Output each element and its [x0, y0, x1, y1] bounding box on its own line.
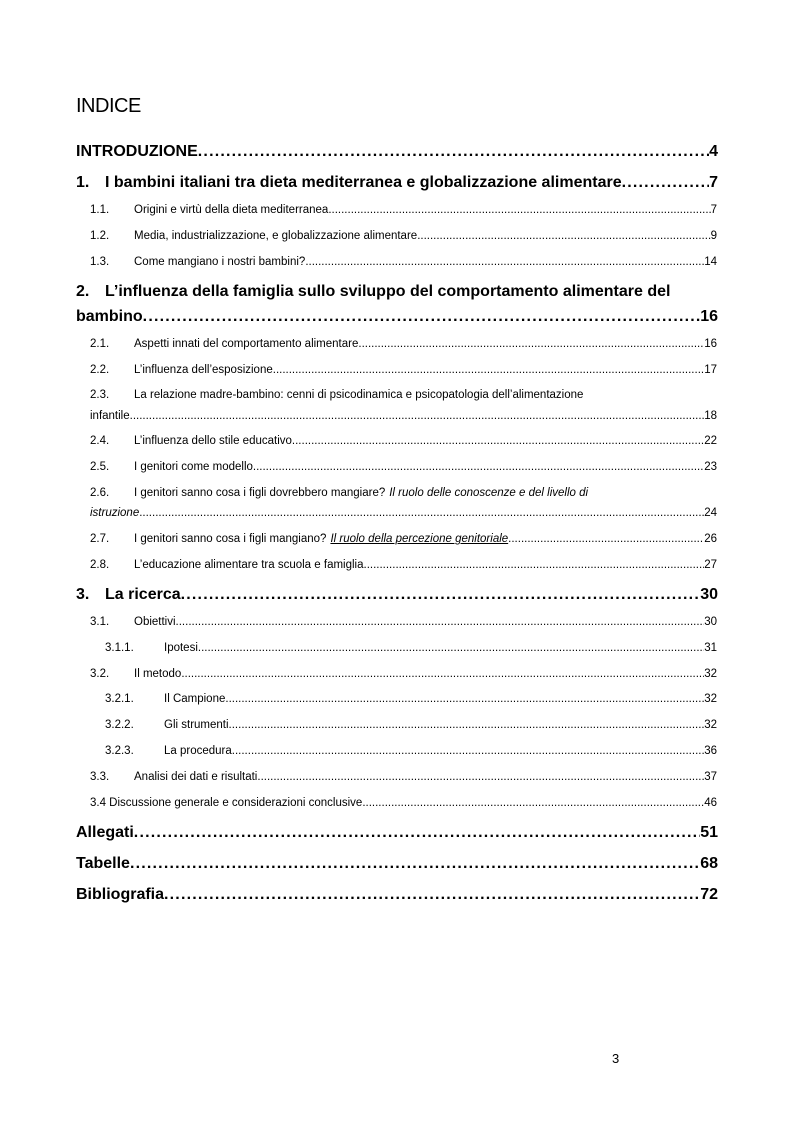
toc-label: L’educazione alimentare tra scuola e famiglia	[134, 559, 364, 571]
leader-dots	[364, 559, 705, 571]
toc-page: 9	[710, 230, 717, 242]
page-number: 3	[612, 1051, 620, 1066]
leader-dots	[139, 507, 704, 519]
toc-entry-3-4[interactable]	[90, 797, 717, 809]
toc-label: Ipotesi	[164, 642, 198, 654]
toc-number: 3.1.	[90, 616, 110, 628]
leader-dots	[253, 461, 704, 473]
leader-dots	[130, 855, 700, 873]
leader-dots	[362, 797, 704, 809]
toc-number: 1.2.	[90, 230, 110, 242]
leader-dots	[358, 338, 704, 350]
toc-page: 26	[704, 533, 717, 545]
leader-dots	[417, 230, 710, 242]
toc-number: 1.3.	[90, 256, 110, 268]
toc-entry-3-2-1[interactable]	[105, 693, 717, 705]
leader-dots	[232, 745, 704, 757]
toc-label: La ricerca	[105, 586, 181, 603]
leader-dots	[328, 204, 710, 216]
toc-number: 2.4.	[90, 435, 110, 447]
toc-entry-introduzione[interactable]	[76, 143, 718, 161]
toc-number: 2.	[76, 283, 90, 300]
toc-entry-3-3[interactable]	[90, 771, 717, 783]
toc-page: 7	[710, 204, 717, 216]
leader-dots	[176, 616, 705, 628]
toc-entry-1-3[interactable]	[90, 256, 717, 268]
toc-number: 2.7.	[90, 533, 110, 545]
toc-number: 3.3.	[90, 771, 110, 783]
toc-entry-2-8[interactable]	[90, 559, 717, 571]
toc-label: 3.4 Discussione generale e considerazioni conclusive	[90, 797, 363, 809]
toc-page: 14	[704, 256, 717, 268]
toc-entry-chapter-3[interactable]	[76, 586, 718, 604]
toc-label: INTRODUZIONE	[76, 143, 198, 160]
toc-label: I bambini italiani tra dieta mediterranea e globalizzazione alimentare	[105, 174, 622, 191]
toc-number: 3.2.	[90, 668, 110, 680]
toc-page: 24	[704, 507, 717, 519]
toc-page: 36	[704, 745, 717, 757]
toc-label: La procedura	[164, 745, 232, 757]
toc-label: I genitori sanno cosa i figli dovrebbero mangiare?	[134, 487, 386, 499]
toc-number: 2.5.	[90, 461, 110, 473]
toc-page: 30	[700, 586, 718, 603]
leader-dots	[273, 364, 704, 376]
toc-page: 31	[704, 642, 717, 654]
toc-label: Gli strumenti	[164, 719, 229, 731]
toc-label-continued: bambino	[76, 308, 143, 325]
toc-page: 32	[704, 668, 717, 680]
toc-page: 32	[704, 719, 717, 731]
toc-entry-2-3[interactable]	[90, 389, 717, 401]
toc-page: 16	[704, 338, 717, 350]
toc-label: Analisi dei dati e risultati	[134, 771, 258, 783]
toc-page: 72	[700, 886, 718, 903]
leader-dots	[508, 533, 704, 545]
toc-entry-2-6-cont[interactable]	[90, 507, 717, 519]
toc-page: 16	[700, 308, 718, 325]
toc-number: 3.	[76, 586, 90, 603]
toc-number: 3.2.1.	[105, 693, 134, 705]
toc-label: Bibliografia	[76, 886, 165, 903]
toc-number: 3.2.3.	[105, 745, 134, 757]
toc-label: Obiettivi	[134, 616, 176, 628]
toc-page: 30	[704, 616, 717, 628]
toc-page: 23	[704, 461, 717, 473]
toc-label: La relazione madre-bambino: cenni di psicodinamica e psicopatologia dell’alimentazione	[134, 389, 584, 401]
toc-page: 51	[700, 824, 718, 841]
toc-label: Aspetti innati del comportamento alimentare	[134, 338, 359, 350]
leader-dots	[130, 410, 705, 422]
leader-dots	[198, 143, 709, 161]
toc-entry-2-4[interactable]	[90, 435, 717, 447]
toc-label: L’influenza dello stile educativo	[134, 435, 292, 447]
toc-number: 2.3.	[90, 389, 110, 401]
leader-dots	[181, 586, 701, 604]
toc-page: 27	[704, 559, 717, 571]
toc-page: 22	[704, 435, 717, 447]
toc-label: Come mangiano i nostri bambini?	[134, 256, 306, 268]
leader-dots	[198, 642, 704, 654]
toc-label: Origini e virtù della dieta mediterranea	[134, 204, 329, 216]
toc-entry-2-2[interactable]	[90, 364, 717, 376]
toc-page: 17	[704, 364, 717, 376]
toc-entry-allegati[interactable]	[76, 824, 718, 842]
leader-dots	[181, 668, 704, 680]
toc-label: L’influenza dell’esposizione	[134, 364, 273, 376]
toc-entry-3-1-1[interactable]	[105, 642, 717, 654]
toc-number: 1.1.	[90, 204, 110, 216]
toc-entry-chapter-2[interactable]	[76, 283, 718, 301]
toc-label-italic: Il ruolo della percezione genitoriale	[330, 533, 509, 545]
leader-dots	[164, 886, 700, 904]
leader-dots	[622, 174, 710, 192]
toc-entry-3-2[interactable]	[90, 668, 717, 680]
toc-number: 3.2.2.	[105, 719, 134, 731]
toc-page: 32	[704, 693, 717, 705]
toc-entry-2-5[interactable]	[90, 461, 717, 473]
toc-number: 2.1.	[90, 338, 110, 350]
toc-entry-2-1[interactable]	[90, 338, 717, 350]
toc-page: 68	[700, 855, 718, 872]
toc-label-continued: infantile	[90, 410, 130, 422]
toc-label: Tabelle	[76, 855, 130, 872]
toc-label-continued: istruzione	[90, 507, 140, 519]
index-title: INDICE	[76, 95, 141, 117]
toc-page: 7	[709, 174, 718, 191]
toc-entry-tabelle[interactable]	[76, 855, 718, 873]
toc-entry-bibliografia[interactable]	[76, 886, 718, 904]
toc-number: 1.	[76, 174, 90, 191]
toc-label: Allegati	[76, 824, 134, 841]
toc-page: 4	[709, 143, 718, 160]
leader-dots	[143, 308, 701, 326]
leader-dots	[225, 693, 704, 705]
toc-entry-2-3-cont[interactable]	[90, 410, 717, 422]
toc-label: Media, industrializzazione, e globalizzazione alimentare	[134, 230, 418, 242]
toc-number: 3.1.1.	[105, 642, 134, 654]
toc-entry-chapter-2-cont[interactable]	[76, 308, 718, 326]
toc-entry-2-6[interactable]	[90, 487, 717, 499]
toc-number: 2.6.	[90, 487, 110, 499]
toc-label: I genitori come modello	[134, 461, 253, 473]
toc-entry-3-2-2[interactable]	[105, 719, 717, 731]
toc-entry-1-2[interactable]	[90, 230, 717, 242]
leader-dots	[292, 435, 704, 447]
leader-dots	[305, 256, 704, 268]
toc-entry-chapter-1[interactable]	[76, 174, 718, 192]
toc-label: L’influenza della famiglia sullo sviluppo del comportamento alimentare del	[105, 283, 671, 300]
toc-number: 2.2.	[90, 364, 110, 376]
toc-label-italic: Il ruolo delle conoscenze e del livello di	[389, 487, 589, 499]
leader-dots	[134, 824, 700, 842]
toc-label: Il Campione	[164, 693, 226, 705]
toc-entry-3-1[interactable]	[90, 616, 717, 628]
toc-label: Il metodo	[134, 668, 182, 680]
toc-label: I genitori sanno cosa i figli mangiano?	[134, 533, 327, 545]
toc-entry-1-1[interactable]	[90, 204, 717, 216]
toc-page: 46	[704, 797, 717, 809]
leader-dots	[229, 719, 705, 731]
toc-entry-2-7[interactable]	[90, 533, 717, 545]
toc-page: 18	[704, 410, 717, 422]
toc-page: 37	[704, 771, 717, 783]
toc-number: 2.8.	[90, 559, 110, 571]
toc-entry-3-2-3[interactable]	[105, 745, 717, 757]
leader-dots	[257, 771, 704, 783]
